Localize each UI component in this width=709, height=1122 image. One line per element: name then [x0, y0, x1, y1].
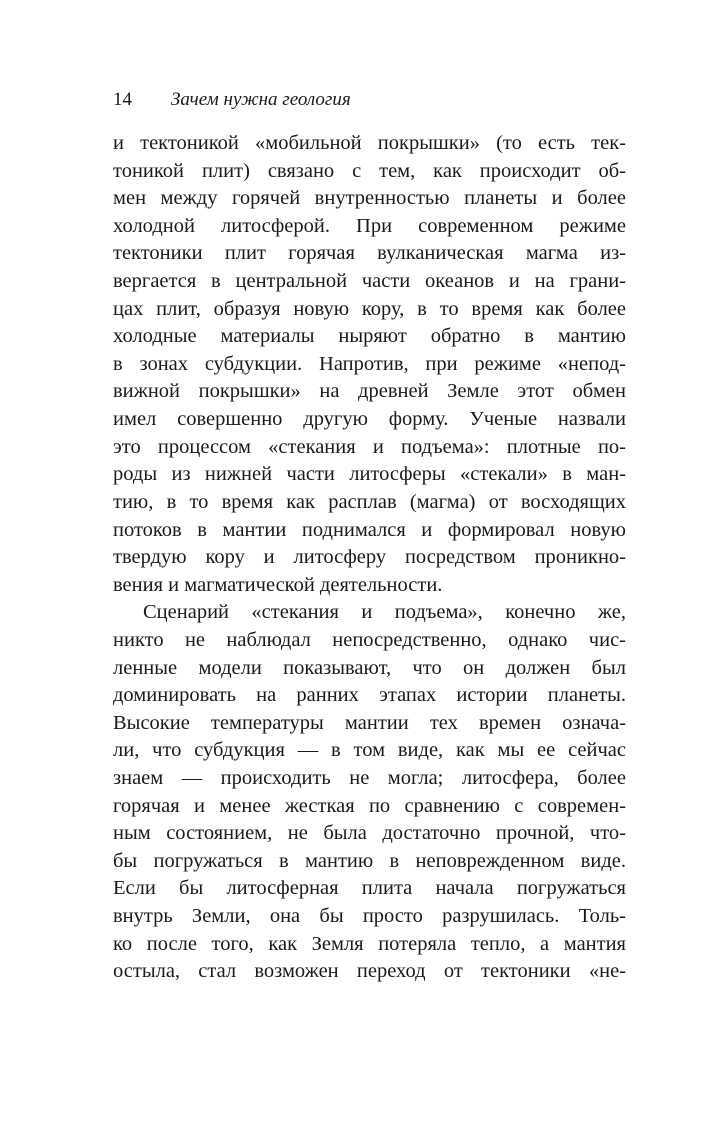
- text-line: мен между горячей внутренностью планеты и более: [113, 187, 626, 210]
- text-line: вижной покрышки» на древней Земле этот обмен: [113, 380, 626, 403]
- paragraph-2: [113, 599, 626, 986]
- text-line: это процессом «стекания и подъема»: плотные по-: [113, 435, 626, 458]
- text-line: вения и магматической деятельности.: [113, 573, 443, 596]
- text-line: имел совершенно другую форму. Ученые назвали: [113, 408, 626, 431]
- text-line: горячая и менее жесткая по сравнению с современ-: [113, 794, 626, 817]
- text-line: тоникой плит) связано с тем, как происходит об-: [113, 159, 626, 182]
- text-line: тектоники плит горячая вулканическая магма из-: [113, 242, 626, 265]
- text-line: бы погружаться в мантию в неповрежденном виде.: [113, 849, 626, 872]
- text-line: ленные модели показывают, что он должен был: [113, 656, 626, 679]
- text-line: ли, что субдукция — в том виде, как мы ее сейчас: [113, 739, 626, 762]
- book-title: Зачем нужна геология: [171, 89, 351, 110]
- text-line: тию, в то время как расплав (магма) от восходящих: [113, 490, 626, 513]
- body-text: [113, 130, 626, 986]
- text-line: Высокие температуры мантии тех времен означа-: [113, 711, 626, 734]
- text-line: вергается в центральной части океанов и на грани-: [113, 270, 626, 293]
- running-head: [113, 88, 351, 112]
- text-line: внутрь Земли, она бы просто разрушилась. Толь-: [113, 905, 626, 928]
- text-line: и тектоникой «мобильной покрышки» (то есть тек-: [113, 132, 626, 154]
- text-line: в зонах субдукции. Напротив, при режиме «непод-: [113, 352, 626, 375]
- text-line: цах плит, образуя новую кору, в то время как более: [113, 297, 626, 320]
- text-line: ко после того, как Земля потеряла тепло, а мантия: [113, 932, 626, 955]
- text-line: твердую кору и литосферу посредством проникно-: [113, 546, 626, 569]
- text-line: холодные материалы ныряют обратно в мантию: [113, 325, 626, 348]
- text-line: знаем — происходить не могла; литосфера, более: [113, 767, 626, 790]
- text-line: доминировать на ранних этапах истории планеты.: [113, 684, 626, 707]
- text-line: ным состоянием, не была достаточно прочной, что-: [113, 822, 626, 845]
- text-line: остыла, стал возможен переход от тектоники «не-: [113, 960, 626, 983]
- text-line: Сценарий «стекания и подъема», конечно же,: [143, 601, 626, 624]
- text-line: никто не наблюдал непосредственно, однако чис-: [113, 628, 626, 651]
- paragraph-1: [113, 130, 626, 599]
- text-line: потоков в мантии поднимался и формировал новую: [113, 518, 626, 541]
- page-number: 14: [113, 89, 132, 110]
- text-line: роды из нижней части литосферы «стекали» в ман-: [113, 463, 626, 486]
- text-line: Если бы литосферная плита начала погружаться: [113, 877, 626, 900]
- text-line: холодной литосферой. При современном режиме: [113, 214, 626, 237]
